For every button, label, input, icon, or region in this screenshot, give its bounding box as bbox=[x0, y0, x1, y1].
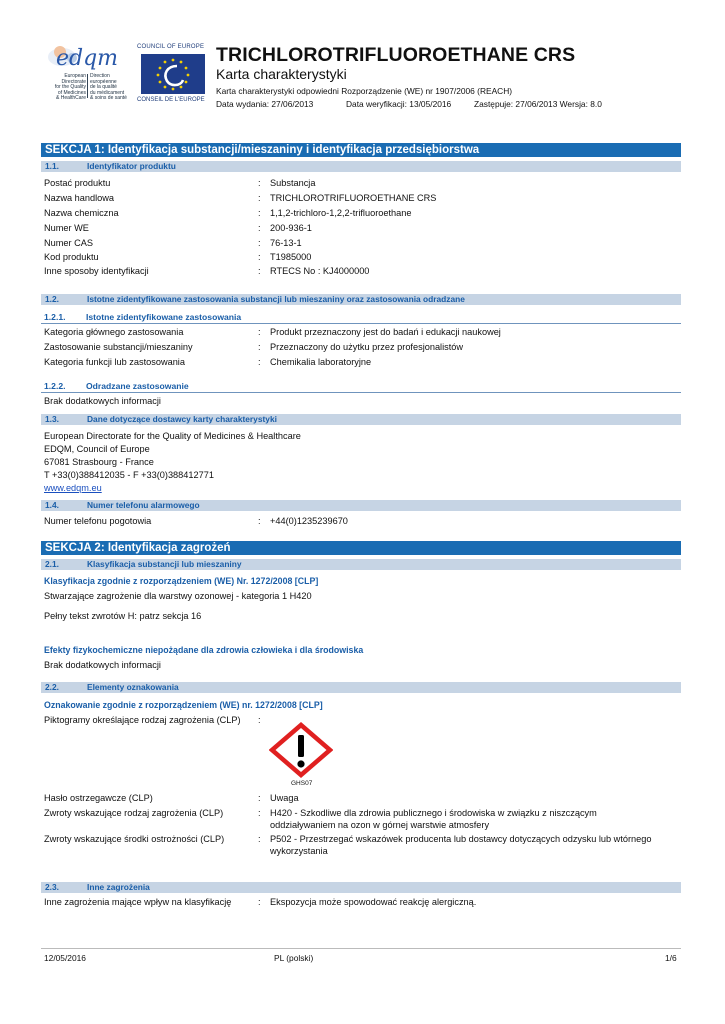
row-value: Chemikalia laboratoryjne bbox=[270, 357, 372, 367]
row-colon: : bbox=[258, 516, 261, 526]
signal-word-value: Uwaga bbox=[270, 793, 299, 803]
edqm-logo-text: edqm bbox=[56, 46, 119, 71]
signal-word-label: Hasło ostrzegawcze (CLP) bbox=[44, 793, 153, 803]
subsection-1-2-2-title: Odradzane zastosowanie bbox=[86, 381, 189, 391]
row-value: Produkt przeznaczony jest do badań i edukacji naukowej bbox=[270, 327, 501, 337]
subsection-1-1-title: Identyfikator produktu bbox=[87, 161, 176, 171]
hazard-statement-line-2: oddziaływaniem na ozon w górnej warstwie atmosfery bbox=[270, 820, 490, 830]
row-value: TRICHLOROTRIFLUOROETHANE CRS bbox=[270, 193, 437, 203]
row-label: Postać produktu bbox=[44, 178, 111, 188]
row-label: Numer WE bbox=[44, 223, 89, 233]
subsection-2-2-num: 2.2. bbox=[45, 682, 59, 692]
h-statements-reference: Pełny tekst zwrotów H: patrz sekcja 16 bbox=[44, 611, 202, 621]
regulation-line: Karta charakterystyki odpowiedni Rozporządzenie (WE) nr 1907/2006 (REACH) bbox=[216, 86, 513, 96]
subsection-1-3-title: Dane dotyczące dostawcy karty charakterystyki bbox=[87, 414, 277, 424]
row-value: Substancja bbox=[270, 178, 316, 188]
subsection-2-3 bbox=[41, 882, 681, 893]
row-label: Kod produktu bbox=[44, 252, 99, 262]
supplier-phone: T +33(0)388412035 - F +33(0)388412771 bbox=[44, 470, 214, 480]
labelling-heading: Oznakowanie zgodnie z rozporządzeniem (WE) nr. 1272/2008 [CLP] bbox=[44, 700, 323, 710]
row-colon: : bbox=[258, 897, 261, 907]
row-colon: : bbox=[258, 266, 261, 276]
edqm-caption-en-4: & HealthCare bbox=[55, 95, 86, 102]
precautionary-label: Zwroty wskazujące środki ostrożności (CLP) bbox=[44, 834, 225, 844]
subsection-1-1 bbox=[41, 161, 681, 172]
section-2-title: SEKCJA 2: Identyfikacja zagrożeń bbox=[41, 541, 681, 555]
subsection-1-2-2 bbox=[44, 381, 189, 391]
emergency-phone: +44(0)1235239670 bbox=[270, 516, 348, 526]
row-colon: : bbox=[258, 342, 261, 352]
edqm-caption-fr bbox=[90, 74, 136, 102]
other-hazards-value: Ekspozycja może spowodować reakcję alergiczną. bbox=[270, 897, 477, 907]
coe-logo bbox=[137, 44, 213, 106]
supplier-address: 67081 Strasbourg - France bbox=[44, 457, 154, 467]
row-value: T1985000 bbox=[270, 252, 312, 262]
subsection-1-2-2-num: 1.2.2. bbox=[44, 381, 66, 391]
ghs-code: GHS07 bbox=[291, 780, 313, 787]
row-colon: : bbox=[258, 834, 261, 844]
subsection-1-2 bbox=[41, 294, 681, 305]
row-value: 1,1,2-trichloro-1,2,2-trifluoroethane bbox=[270, 208, 412, 218]
row-label: Nazwa handlowa bbox=[44, 193, 114, 203]
subsection-1-4 bbox=[41, 500, 681, 511]
subsection-1-3 bbox=[41, 414, 681, 425]
supplier-org: EDQM, Council of Europe bbox=[44, 444, 150, 454]
row-value: RTECS No : KJ4000000 bbox=[270, 266, 370, 276]
subsection-2-3-num: 2.3. bbox=[45, 882, 59, 892]
avoided-uses-text: Brak dodatkowych informacji bbox=[44, 396, 161, 406]
verify-date: Data weryfikacji: 13/05/2016 bbox=[346, 99, 452, 109]
other-hazards-label: Inne zagrożenia mające wpływ na klasyfikację bbox=[44, 897, 232, 907]
row-label: Nazwa chemiczna bbox=[44, 208, 119, 218]
subsection-2-3-title: Inne zagrożenia bbox=[87, 882, 150, 892]
row-colon: : bbox=[258, 178, 261, 188]
edqm-logo bbox=[40, 44, 132, 106]
row-colon: : bbox=[258, 808, 261, 818]
row-colon: : bbox=[258, 793, 261, 803]
coe-bottom-text: CONSEIL DE L'EUROPE bbox=[137, 97, 205, 103]
edqm-caption-en-2: for the Quality bbox=[54, 84, 86, 91]
subsection-2-1-title: Klasyfikacja substancji lub mieszaniny bbox=[87, 559, 242, 569]
row-value: Przeznaczony do użytku przez profesjonalistów bbox=[270, 342, 464, 352]
footer-divider bbox=[41, 948, 681, 949]
issue-date: Data wydania: 27/06/2013 bbox=[216, 99, 314, 109]
row-label: Inne sposoby identyfikacji bbox=[44, 266, 149, 276]
row-label: Kategoria funkcji lub zastosowania bbox=[44, 357, 185, 367]
page-title: TRICHLOROTRIFLUOROETHANE CRS bbox=[216, 44, 576, 66]
row-colon: : bbox=[258, 252, 261, 262]
row-colon: : bbox=[258, 357, 261, 367]
subsection-1-2-1-num: 1.2.1. bbox=[44, 312, 66, 322]
adverse-effects-heading: Efekty fizykochemiczne niepożądane dla zdrowia człowieka i dla środowiska bbox=[44, 645, 364, 655]
hazard-statement-line-1: H420 - Szkodliwe dla zdrowia publicznego i środowiska w związku z niszczącym bbox=[270, 808, 597, 818]
precautionary-line-1: P502 - Przestrzegać wskazówek producenta lub dostawcy dotyczących odzysku lub wtórnego bbox=[270, 834, 652, 844]
edqm-caption-en-3: of Medicines bbox=[57, 89, 86, 96]
row-label: Kategoria głównego zastosowania bbox=[44, 327, 184, 337]
adverse-effects-text: Brak dodatkowych informacji bbox=[44, 660, 161, 670]
subsection-1-4-num: 1.4. bbox=[45, 500, 59, 510]
edqm-caption-en-1: European Directorate bbox=[61, 73, 86, 85]
pictogram-label: Piktogramy określające rodzaj zagrożenia (CLP) bbox=[44, 715, 241, 725]
divider bbox=[41, 392, 681, 393]
coe-top-text: COUNCIL OF EUROPE bbox=[137, 44, 205, 50]
row-colon: : bbox=[258, 223, 261, 233]
ghs07-exclamation-icon bbox=[269, 722, 333, 778]
row-value: 76-13-1 bbox=[270, 238, 302, 248]
row-value: 200-936-1 bbox=[270, 223, 312, 233]
divider bbox=[41, 323, 681, 324]
footer-language: PL (polski) bbox=[274, 953, 314, 963]
edqm-caption-fr-4: & soins de santé bbox=[90, 95, 127, 102]
page-subtitle: Karta charakterystyki bbox=[216, 66, 347, 82]
clp-classification-heading: Klasyfikacja zgodnie z rozporządzeniem (WE) Nr. 1272/2008 [CLP] bbox=[44, 576, 319, 586]
precautionary-line-2: wykorzystania bbox=[270, 846, 328, 856]
subsection-1-2-title: Istotne zidentyfikowane zastosowania substancji lub mieszaniny oraz zastosowania odradzane bbox=[87, 294, 465, 304]
emergency-label: Numer telefonu pogotowia bbox=[44, 516, 152, 526]
edqm-caption-en bbox=[40, 74, 86, 102]
subsection-2-1 bbox=[41, 559, 681, 570]
edqm-caption-fr-2: de la qualité bbox=[90, 84, 117, 91]
coe-emblem-icon bbox=[141, 54, 205, 94]
row-colon: : bbox=[258, 208, 261, 218]
subsection-1-1-num: 1.1. bbox=[45, 161, 59, 171]
replaces-version: Zastępuje: 27/06/2013 Wersja: 8.0 bbox=[474, 99, 602, 109]
supplier-website-link[interactable]: www.edqm.eu bbox=[44, 483, 102, 493]
row-colon: : bbox=[258, 327, 261, 337]
footer-page-number: 1/6 bbox=[665, 953, 677, 963]
edqm-caption-divider bbox=[87, 74, 88, 98]
footer-date: 12/05/2016 bbox=[44, 953, 86, 963]
edqm-caption-fr-1: Direction européenne bbox=[90, 73, 117, 85]
subsection-1-2-1-title: Istotne zidentyfikowane zastosowania bbox=[86, 312, 242, 322]
subsection-2-1-num: 2.1. bbox=[45, 559, 59, 569]
row-label: Zastosowanie substancji/mieszaniny bbox=[44, 342, 193, 352]
subsection-1-2-num: 1.2. bbox=[45, 294, 59, 304]
subsection-1-2-1 bbox=[44, 312, 241, 322]
row-colon: : bbox=[258, 238, 261, 248]
subsection-2-2-title: Elementy oznakowania bbox=[87, 682, 179, 692]
subsection-2-2 bbox=[41, 682, 681, 693]
supplier-name: European Directorate for the Quality of Medicines & Healthcare bbox=[44, 431, 301, 441]
row-colon: : bbox=[258, 193, 261, 203]
subsection-1-3-num: 1.3. bbox=[45, 414, 59, 424]
clp-classification-text: Stwarzające zagrożenie dla warstwy ozonowej - kategoria 1 H420 bbox=[44, 591, 312, 601]
row-label: Numer CAS bbox=[44, 238, 94, 248]
hazard-statements-label: Zwroty wskazujące rodzaj zagrożenia (CLP) bbox=[44, 808, 224, 818]
row-colon: : bbox=[258, 715, 261, 725]
subsection-1-4-title: Numer telefonu alarmowego bbox=[87, 500, 200, 510]
section-1-title: SEKCJA 1: Identyfikacja substancji/mieszaniny i identyfikacja przedsiębiorstwa bbox=[41, 143, 681, 157]
edqm-caption-fr-3: du médicament bbox=[90, 89, 125, 96]
